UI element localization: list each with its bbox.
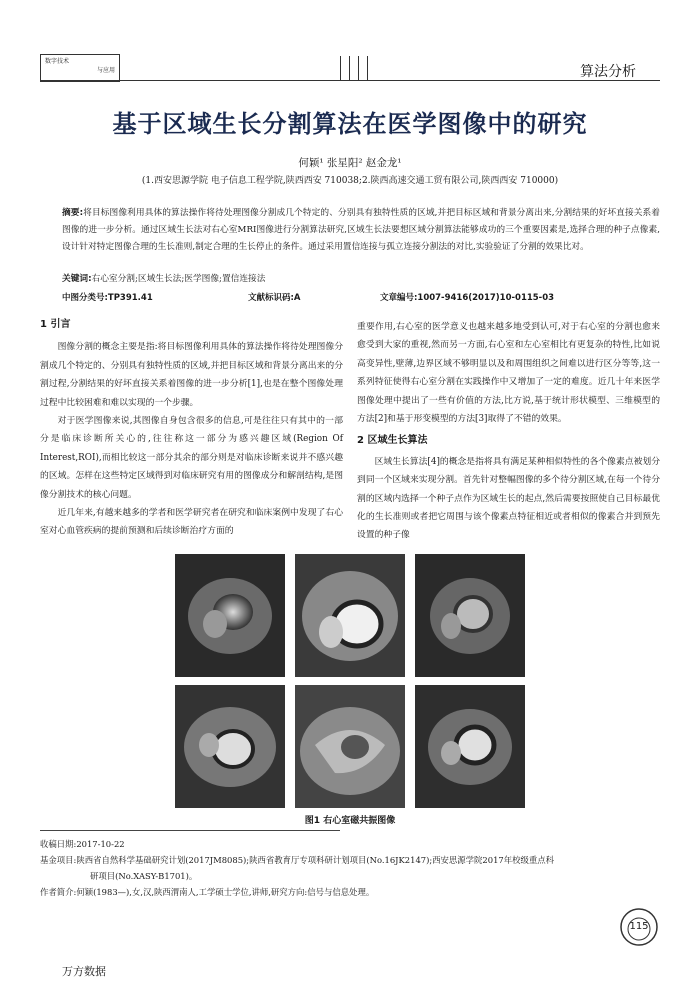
document-code: 文献标识码:A	[248, 293, 301, 303]
journal-logo	[40, 54, 120, 82]
keywords-text: 右心室分割;区域生长法;医学图像;置信连接法	[91, 274, 266, 284]
affiliation: (1.西安思源学院 电子信息工程学院,陕西西安 710038;2.陕西高速交通工贸有限公司,陕西西安 710000)	[141, 176, 559, 186]
author-bio: 作者简介:何颖(1983—),女,汉,陕西渭南人,工学硕士学位,讲师,研究方向:信号与信息处理。	[40, 887, 375, 897]
section1-heading: 1 引言	[40, 319, 71, 330]
received-date: 收稿日期:2017-10-22	[40, 839, 125, 849]
footnote-rule	[40, 830, 340, 831]
figure-1	[175, 554, 525, 810]
abstract	[62, 205, 660, 256]
section1-paragraph: 近几年来,有越来越多的学者和医学研究者在研究和临床案例中发现了右心室对心血管疾病的提前预测和后续诊断治疗方面的	[40, 508, 343, 537]
section2-paragraph: 区域生长算法[4]的概念是指将具有满足某种相似特性的各个像素点被划分到同一个区域来实现分割。首先针对整幅图像的多个待分割区域,在每一个待分割的区域内选择一个种子点作为区域生长的起点,然后需要按照使自己目标最优化的生长准则或者把它周围与该个像素点特征相近或者相似的像素合并到预先设置的种子像	[357, 456, 660, 541]
mri-image	[295, 554, 405, 677]
fund-info-continued: 研项目(No.XASY-B1701)。	[90, 871, 198, 881]
mri-image	[415, 554, 525, 677]
right-paragraph: 重要作用,右心室的医学意义也越来越多地受到认可,对于右心室的分割也愈来愈受到大家的重视,然而另一方面,右心室和左心室相比有更复杂的特性,比如说高变异性,壁薄,边界区域不够明显以及和周围组织之间难以进行区分等等,这一系列特征使得右心室分割在实践操作中又增加了一定的难度。近几十年来医学图像处理中提出了一些有价值的方法,比方说,基于统计形状模型、三维模型的方法[2]和基于形变模型的方法[3]取得了不错的效果。	[357, 322, 660, 425]
logo-line2: 与应用	[96, 67, 115, 74]
section1-paragraph: 对于医学图像来说,其图像自身包含很多的信息,可是往往只有其中的一部分是临床诊断所关心的,往往称这一部分为感兴趣区域(Region Of Interest,ROI),而相比较这一部分其余的部分则是对临床诊断来说并不感兴趣的区域。怎样在这些特定区域得到对临床研究有用的图像成分和解剖结构,是图像分割技术的核心问题。	[40, 416, 343, 500]
paper-title: 基于区域生长分割算法在医学图像中的研究	[112, 110, 588, 138]
figure-caption: 图1 右心室磁共振图像	[304, 816, 396, 826]
right-column	[357, 318, 660, 545]
mri-image	[415, 685, 525, 808]
section2-heading: 2 区域生长算法	[357, 435, 428, 447]
header-rule	[40, 80, 660, 81]
abstract-label: 摘要:	[62, 208, 84, 218]
logo-line1: 数字技术	[45, 58, 70, 65]
section1-paragraph: 图像分割的概念主要是指:将目标图像利用具体的算法操作将待处理图像分割成几个特定的、分别具有独特性质的区域,并把目标区域和背景分离出来的分割过程,分割结果的好坏直接关系着图像的进一步分析[1],也是在整个图像处理过程中比较困难和难以实现的一个步骤。	[40, 342, 343, 408]
header-ornament	[340, 56, 368, 80]
mri-image	[175, 685, 285, 808]
section-tag: 算法分析	[580, 64, 636, 80]
left-column	[40, 316, 343, 541]
page-number: 115	[629, 921, 649, 932]
watermark: 万方数据	[62, 965, 106, 978]
keywords	[62, 272, 660, 284]
clc-number: 中图分类号:TP391.41	[62, 293, 153, 303]
authors: 何颖¹ 张星阳² 赵金龙¹	[298, 157, 402, 169]
mri-image	[295, 685, 405, 808]
page-number-badge	[619, 907, 659, 947]
keywords-label: 关键词:	[62, 274, 92, 284]
mri-image	[175, 554, 285, 677]
fund-info: 基金项目:陕西省自然科学基础研究计划(2017JM8085);陕西省教育厅专项科研计划项目(No.16JK2147);西安思源学院2017年校级重点科	[40, 855, 554, 865]
abstract-text: 将目标图像利用具体的算法操作将待处理图像分割成几个特定的、分别具有独特性质的区域,并把目标区域和背景分离出来,分割结果的好坏直接关系着图像的进一步分析。通过区域生长法对右心室MRI图像进行分割算法研究,区域生长法要想区域分割算法能够成功的三个重要因素是,选择合理的种子点像素,设计针对特定图像合理的生长准则,制定合理的生长停止的条件。通过采用置信连接与孤立连接分割法的对比,实验验证了分割的效果比对。	[62, 208, 660, 252]
article-number: 文章编号:1007-9416(2017)10-0115-03	[380, 293, 555, 303]
